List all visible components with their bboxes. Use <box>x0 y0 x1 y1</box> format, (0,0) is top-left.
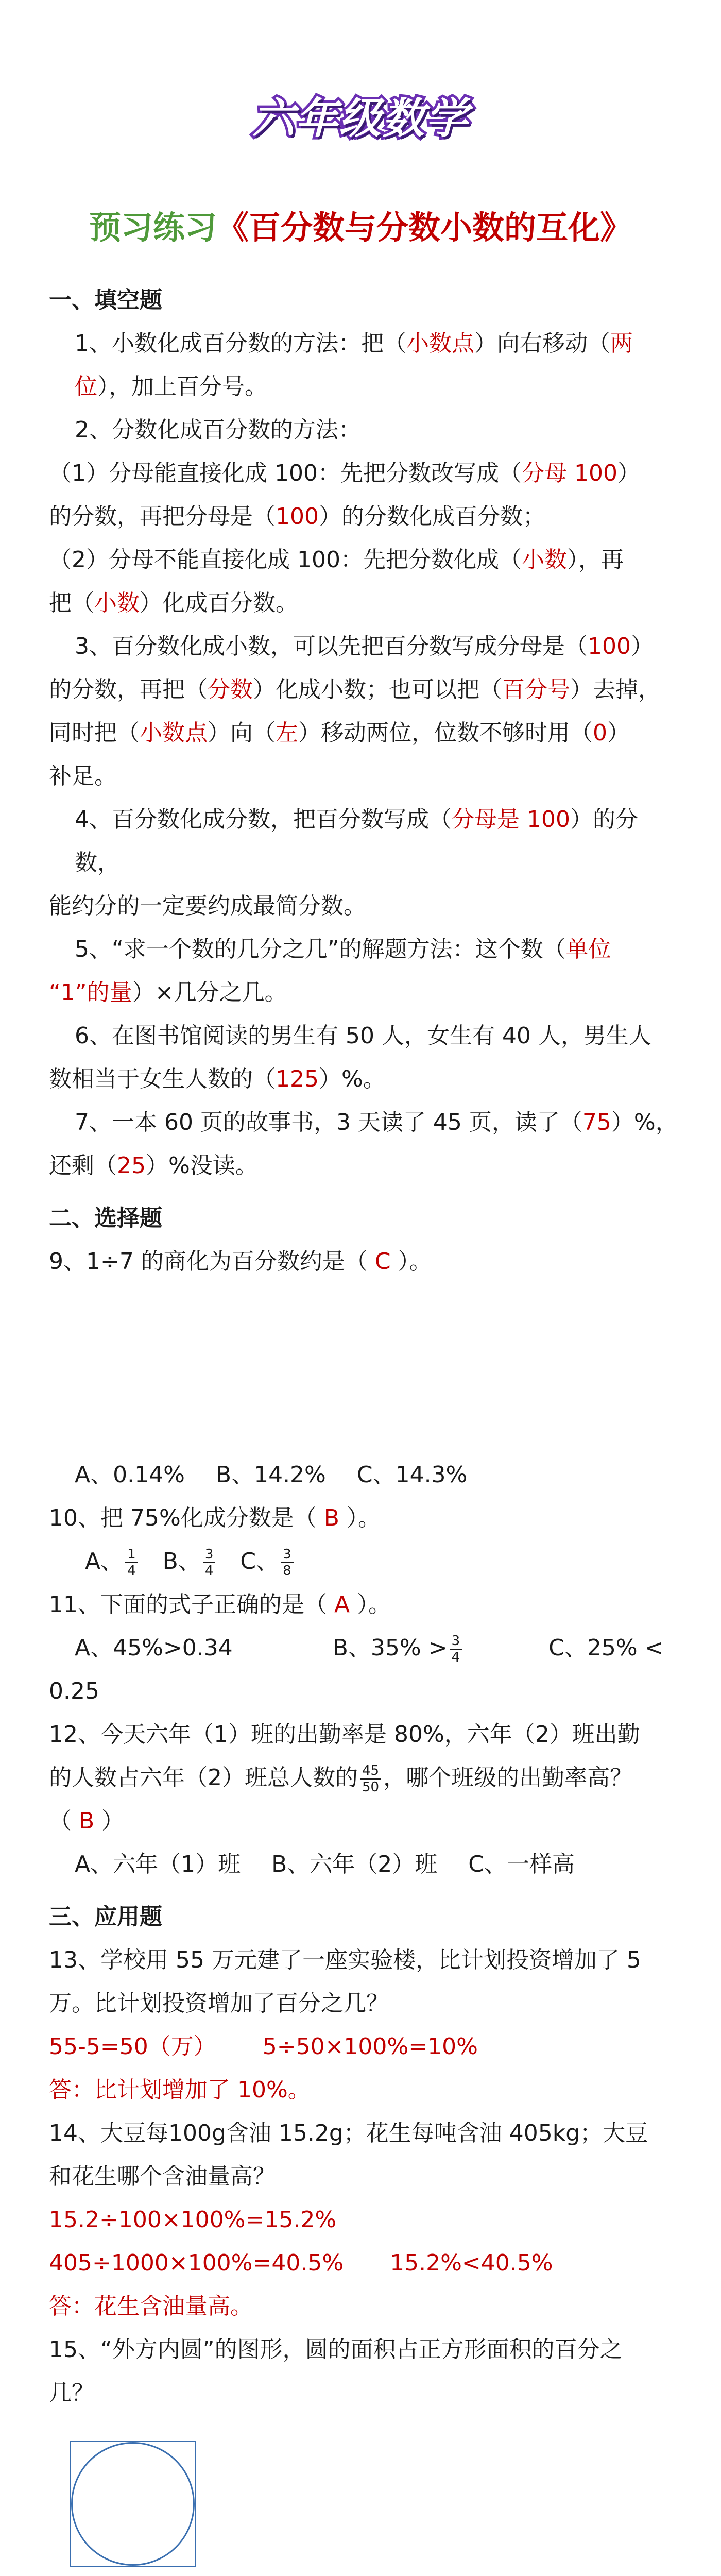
fill-q4-line2: 能约分的一定要约成最简分数。 <box>49 893 366 919</box>
option-c[interactable]: C、25% < <box>548 1635 664 1661</box>
option-a[interactable]: A、0.14% <box>75 1462 185 1488</box>
title-prefix: 预习练习 <box>89 209 217 246</box>
option-c[interactable]: C、一样高 <box>468 1851 575 1877</box>
choice-q12-options <box>49 1843 680 1886</box>
option-a[interactable]: A、 $\frac{1}{4}$ <box>85 1548 140 1574</box>
option-b[interactable]: B、 $\frac{3}{4}$ <box>163 1548 218 1574</box>
fill-q2-line1: （1）分母能直接化成 100：先把分数改写成（分母 100） <box>49 460 640 486</box>
option-b[interactable]: B、35% > $\frac{3}{4}$ <box>333 1635 464 1661</box>
fill-q4-line1: 4、百分数化成分数，把百分数写成（分母是 100）的分数， <box>75 806 638 876</box>
option-b[interactable]: B、六年（2）班 <box>271 1851 438 1877</box>
apply-q13-solution: 55-5=50（万） 5÷50×100%=10% <box>49 2033 478 2060</box>
fill-q1: 1、小数化成百分数的方法：把（小数点）向右移动（两位），加上百分号。 <box>75 330 633 400</box>
choice-q11: 11、下面的式子正确的是（ A ）。 <box>49 1591 391 1618</box>
fill-q3-line3: 同时把（小数点）向（左）移动两位，位数不够时用（0） <box>49 720 630 746</box>
fill-q2-line4: 把（小数）化成百分数。 <box>49 590 298 616</box>
choice-q9-options <box>49 1453 680 1497</box>
apply-q13-line1: 13、学校用 55 万元建了一座实验楼，比计划投资增加了 5 <box>49 1947 641 1973</box>
grade-logo: 六年级数学 <box>252 94 469 143</box>
page-title <box>0 202 721 248</box>
apply-q14-line2: 和花生哪个含油量高？ <box>49 2163 276 2190</box>
fill-q5-line2: “1”的量）×几分之几。 <box>49 979 287 1006</box>
fill-q3-line1: 3、百分数化成小数，可以先把百分数写成分母是（100） <box>75 633 654 659</box>
choice-q10-options <box>49 1540 680 1583</box>
fill-q3-line2: 的分数，再把（分数）化成小数；也可以把（百分号）去掉， <box>49 676 661 703</box>
fill-q6-line1: 6、在图书馆阅读的男生有 50 人，女生有 40 人，男生人 <box>75 1023 651 1049</box>
apply-q14-solution2: 405÷1000×100%=40.5% 15.2%<40.5% <box>49 2250 553 2276</box>
section-apply: 三、应用题 <box>49 1904 162 1930</box>
option-b[interactable]: B、14.2% <box>215 1462 326 1488</box>
choice-q11-options <box>49 1626 680 1670</box>
choice-q12-line1: 12、今天六年（1）班的出勤率是 80%，六年（2）班出勤 <box>49 1721 640 1748</box>
worksheet-body <box>0 279 721 2576</box>
apply-q15-line2: 几？ <box>49 2380 94 2406</box>
option-c[interactable]: C、 $\frac{3}{8}$ <box>240 1548 295 1574</box>
fill-q7-line2: 还剩（25）%没读。 <box>49 1153 258 1179</box>
apply-q14-solution1: 15.2÷100×100%=15.2% <box>49 2207 337 2233</box>
choice-q12-answer: （ B ） <box>49 1808 125 1834</box>
apply-q14-line1: 14、大豆每100g含油 15.2g；花生每吨含油 405kg；大豆 <box>49 2120 648 2146</box>
page-header <box>0 0 721 145</box>
choice-q11-tail: 0.25 <box>49 1678 99 1704</box>
apply-q13-line2: 万。比计划投资增加了百分之几？ <box>49 1990 389 2016</box>
fill-q7-line1: 7、一本 60 页的故事书，3 天读了 45 页，读了（75）%， <box>75 1109 678 1136</box>
fill-q5-line1: 5、“求一个数的几分之几”的解题方法：这个数（单位 <box>75 936 611 962</box>
square-with-inscribed-circle <box>70 2441 196 2567</box>
section-choice: 二、选择题 <box>49 1205 162 1231</box>
option-c[interactable]: C、14.3% <box>356 1462 468 1488</box>
apply-q13-answer: 答：比计划增加了 10%。 <box>49 2077 311 2103</box>
title-main: 《百分数与分数小数的互化》 <box>217 209 632 246</box>
choice-q12-line2: 的人数占六年（2）班总人数的 $\frac{45}{50}$ ，哪个班级的出勤率高？ <box>49 1763 633 1795</box>
apply-q14-answer: 答：花生含油量高。 <box>49 2293 253 2319</box>
fill-q2-line2: 的分数，再把分母是（100）的分数化成百分数； <box>49 503 545 530</box>
fill-q6-line2: 数相当于女生人数的（125）%。 <box>49 1066 386 1092</box>
fill-q2-head: 2、分数化成百分数的方法： <box>75 417 361 443</box>
choice-q10: 10、把 75%化成分数是（ B ）。 <box>49 1505 381 1531</box>
inscribed-circle <box>71 2442 195 2566</box>
apply-q15-line1: 15、“外方内圆”的图形，圆的面积占正方形面积的百分之 <box>49 2336 623 2363</box>
option-a[interactable]: A、45%>0.34 <box>75 1635 233 1661</box>
fill-q3-line4: 补足。 <box>49 763 117 789</box>
fill-q2-line3: （2）分母不能直接化成 100：先把分数化成（小数），再 <box>49 547 624 573</box>
choice-q9: 9、1÷7 的商化为百分数约是（ C ）。 <box>49 1248 432 1275</box>
section-fill: 一、填空题 <box>49 287 162 313</box>
option-a[interactable]: A、六年（1）班 <box>75 1851 241 1877</box>
